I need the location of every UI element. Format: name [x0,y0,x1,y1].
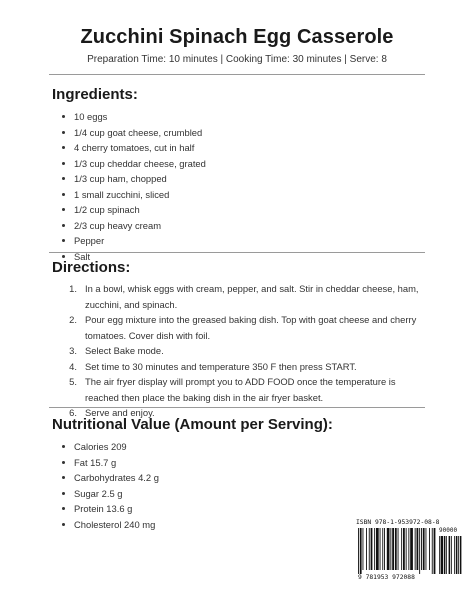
barcode-bar [423,528,425,570]
step-line: Select Bake mode. [85,345,164,356]
barcode-bar [395,528,397,570]
barcode-bar [419,528,420,574]
directions-list [52,281,424,421]
barcode-bar [374,528,375,570]
barcode-bar [390,528,391,570]
barcode-bar [369,528,370,570]
step-text [85,374,424,405]
barcode-bar [421,528,422,570]
isbn-text: ISBN 978-1-953972-08-8 [356,519,440,526]
step-line: tomatoes. Cover dish with foil. [85,329,211,341]
barcode-bar [371,528,373,570]
step-text [85,281,424,312]
nutrition-heading: Nutritional Value (Amount per Serving): [52,416,333,433]
ingredient-item: 1 small zucchini, sliced [52,187,206,203]
step-number: 6. [69,407,77,418]
barcode-bar [410,528,413,570]
barcode-bar [363,528,364,570]
barcode-bar [398,528,399,570]
direction-step [52,281,424,312]
direction-step [52,359,424,375]
divider [49,407,425,408]
ingredient-item: Salt [52,249,206,265]
ingredient-item: 1/4 cup goat cheese, crumbled [52,125,206,141]
direction-step [52,312,424,343]
barcode-bar [456,536,458,574]
ingredient-item: 1/3 cup ham, chopped [52,171,206,187]
ingredients-list [52,109,206,264]
nutrition-item: Protein 13.6 g [52,501,159,517]
barcode-bar [446,536,447,574]
ingredient-item: 2/3 cup heavy cream [52,218,206,234]
barcode-bar [392,528,394,570]
barcode-bar [444,536,446,574]
directions-heading: Directions: [52,259,131,276]
step-number: 3. [69,345,77,356]
isbn-barcode [352,516,464,586]
ingredient-item: 1/3 cup cheddar cheese, grated [52,156,206,172]
barcode-bar [382,528,383,570]
nutrition-item: Calories 209 [52,439,159,455]
nutrition-item: Carbohydrates 4.2 g [52,470,159,486]
barcode-bar [415,528,416,570]
step-number: 2. [69,314,77,325]
barcode-bar [458,536,459,574]
step-number: 1. [69,283,77,294]
barcode-bar [426,528,427,570]
barcode-bar [406,528,407,570]
step-line: Set time to 30 minutes and temperature 350 F then press START. [85,360,357,372]
step-line: zucchini, and spinach. [85,298,178,310]
divider [49,74,425,75]
step-text [85,359,424,375]
barcode-bar [449,536,451,574]
ean-digits: 9 781953 972088 [358,574,415,581]
barcode-bar [441,536,443,574]
step-text [85,343,424,359]
barcode-bar [439,536,440,574]
direction-step [52,374,424,405]
barcode-bar [387,528,390,570]
nutrition-item: Fat 15.7 g [52,455,159,471]
nutrition-item: Cholesterol 240 mg [52,517,159,533]
barcode-bar [380,528,381,570]
barcode-bar [360,528,362,574]
barcode-bar [434,528,436,574]
ingredient-item: Pepper [52,233,206,249]
ingredient-item: 1/2 cup spinach [52,202,206,218]
barcode-bar [429,528,430,570]
barcode-bar [460,536,462,574]
nutrition-list [52,439,159,532]
barcode-bar [454,536,455,574]
barcode-bar [384,528,385,570]
divider [49,252,425,253]
ingredient-item: 10 eggs [52,109,206,125]
step-line: The air fryer display will prompt you to ADD FOOD once the temperature is [85,376,396,387]
price-code: 90000 [439,527,458,534]
step-line: In a bowl, whisk eggs with cream, pepper, and salt. Stir in cheddar cheese, ham, [85,283,419,294]
step-line: Serve and enjoy. [85,407,155,418]
barcode-bar [451,536,452,574]
step-text [85,312,424,343]
recipe-meta: Preparation Time: 10 minutes | Cooking Time: 30 minutes | Serve: 8 [87,54,387,65]
barcode-bar [366,528,367,570]
step-number: 5. [69,376,77,387]
barcode-bar [417,528,419,570]
step-line: Pour egg mixture into the greased baking dish. Top with goat cheese and cherry [85,314,417,325]
barcode-bar [408,528,409,570]
barcode-bar [358,528,359,574]
step-line: reached then place the baking dish in the air fryer basket. [85,391,324,403]
direction-step [52,343,424,359]
recipe-title: Zucchini Spinach Egg Casserole [80,26,394,48]
barcode-bar [376,528,379,570]
barcode-bar [432,528,433,574]
barcode-bar [403,528,405,570]
barcode-bar [401,528,402,570]
nutrition-item: Sugar 2.5 g [52,486,159,502]
ingredient-item: 4 cherry tomatoes, cut in half [52,140,206,156]
barcode-bars [356,528,462,574]
ingredients-heading: Ingredients: [52,86,138,103]
step-number: 4. [69,360,77,372]
